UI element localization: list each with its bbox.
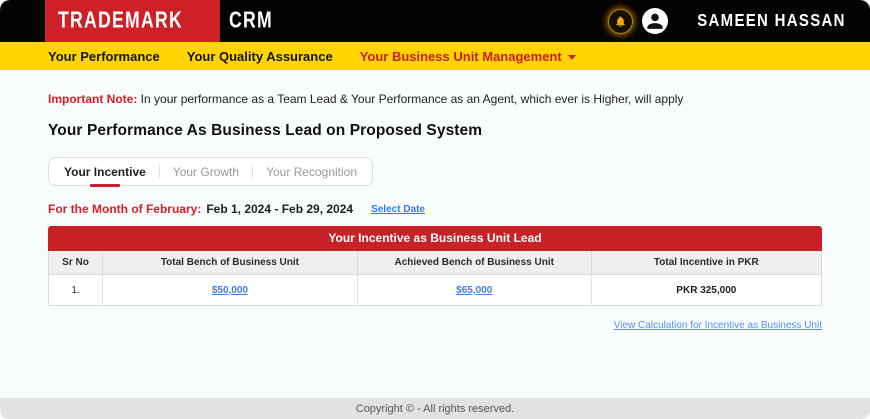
footer bbox=[0, 398, 870, 419]
table-row bbox=[48, 275, 822, 306]
brand-primary-text: TRADEMARK bbox=[58, 8, 184, 33]
user-avatar-icon bbox=[644, 10, 666, 32]
nav-item-your-quality-assurance[interactable] bbox=[187, 49, 333, 64]
main-nav bbox=[0, 42, 870, 70]
copyright-text: Copyright © - All rights reserved. bbox=[355, 402, 515, 415]
nav-item-your-business-unit-management[interactable] bbox=[360, 49, 576, 64]
brand-secondary-text: CRM bbox=[228, 8, 273, 33]
nav-item-your-performance[interactable] bbox=[48, 49, 160, 64]
period-range: Feb 1, 2024 - Feb 29, 2024 bbox=[206, 202, 354, 216]
tab-your-recognition[interactable]: Your Recognition bbox=[266, 164, 358, 179]
nav-item-label: Your Quality Assurance bbox=[186, 48, 333, 64]
important-note-label: Important Note: bbox=[48, 92, 138, 106]
tab-your-incentive[interactable]: Your Incentive bbox=[51, 158, 159, 185]
select-date-link[interactable]: Select Date bbox=[371, 203, 425, 215]
tab-your-growth[interactable]: Your Growth bbox=[172, 164, 240, 179]
chevron-down-icon bbox=[568, 55, 576, 60]
cell-total-incentive bbox=[592, 275, 821, 305]
achieved-bench-link[interactable]: $65,000 bbox=[456, 285, 493, 296]
column-header-total-incentive: Total Incentive in PKR bbox=[653, 257, 759, 268]
brand-logo-box bbox=[45, 0, 220, 42]
bell-icon bbox=[614, 15, 627, 28]
column-header-achieved-bench: Achieved Bench of Business Unit bbox=[358, 251, 592, 274]
top-header bbox=[0, 0, 870, 42]
total-incentive-value: PKR 325,000 bbox=[676, 285, 737, 296]
user-avatar[interactable] bbox=[642, 8, 668, 34]
user-name: SAMEEN HASSAN bbox=[697, 10, 846, 31]
nav-item-label: Your Performance bbox=[48, 48, 160, 64]
total-bench-link[interactable]: $50,000 bbox=[211, 285, 248, 296]
period-row bbox=[48, 202, 822, 216]
view-calculation-link[interactable]: View Calculation for Incentive as Business Unit bbox=[613, 320, 822, 331]
nav-item-label: Your Business Unit Management bbox=[359, 48, 562, 64]
view-calculation-row bbox=[48, 315, 822, 333]
period-label: For the Month of February: bbox=[48, 202, 202, 216]
cell-achieved-bench bbox=[358, 275, 592, 305]
cell-total-bench bbox=[103, 275, 358, 305]
table-title: Your Incentive as Business Unit Lead bbox=[48, 226, 822, 251]
important-note-text: In your performance as a Team Lead & Your Performance as an Agent, which ever is Higher, will apply bbox=[140, 92, 684, 106]
tab-bar bbox=[48, 157, 373, 186]
notifications-button[interactable] bbox=[608, 9, 633, 34]
header-actions bbox=[608, 8, 846, 34]
incentive-table bbox=[48, 226, 822, 306]
brand-logo[interactable] bbox=[45, 0, 281, 42]
table-header-row bbox=[48, 251, 822, 275]
column-header-total-bench: Total Bench of Business Unit bbox=[103, 251, 358, 274]
column-header-sr-no: Sr No bbox=[49, 251, 103, 274]
main-content bbox=[0, 70, 870, 398]
page-title: Your Performance As Business Lead on Proposed System bbox=[48, 122, 483, 139]
important-note bbox=[48, 92, 822, 106]
cell-sr-no: 1. bbox=[49, 275, 103, 305]
